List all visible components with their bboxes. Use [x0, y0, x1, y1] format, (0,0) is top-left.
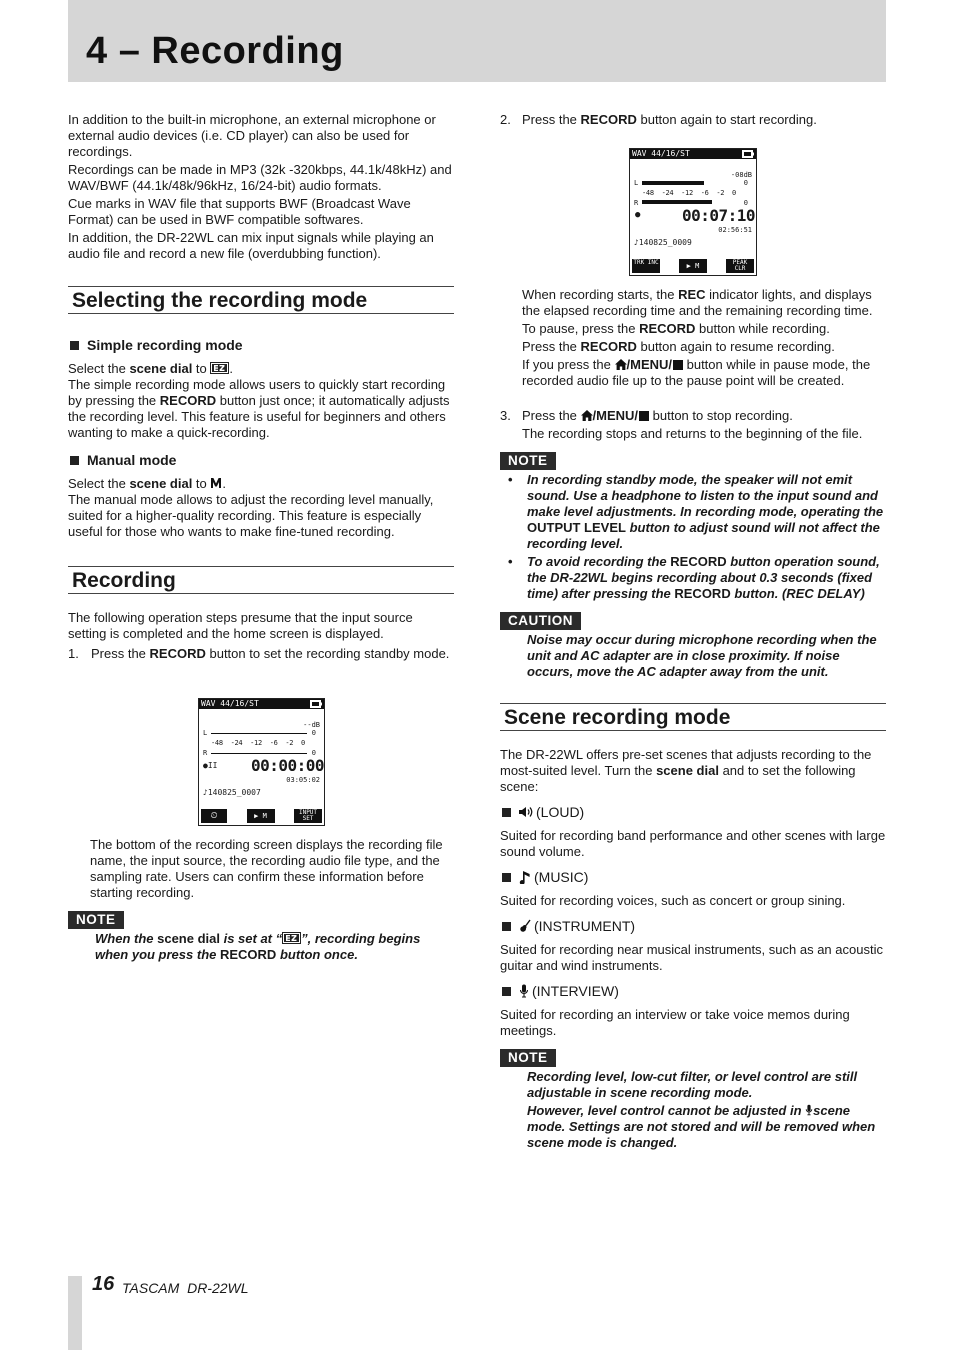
- note-badge: NOTE: [500, 452, 556, 470]
- square-bullet-icon: [502, 808, 511, 817]
- music-note-icon: [519, 870, 531, 884]
- subheading-manual: [70, 452, 176, 468]
- square-bullet-icon: [70, 341, 79, 350]
- page-band: [68, 1276, 82, 1350]
- section-heading-recording: Recording: [68, 566, 454, 594]
- scene-intro: The DR-22WL offers pre-set scenes that adjusts recording to the most-suited level. Turn the scene dial and to set the following scene:: [500, 747, 872, 794]
- lcd-recording-screen: [629, 148, 757, 276]
- intro-paragraph: Recordings can be made in MP3 (32k -320kbps, 44.1k/48kHz) and WAV/BWF (44.1k/48k/96kHz, 16/24-bit) audio formats.: [68, 162, 452, 193]
- meter-l: [211, 733, 307, 734]
- note-badge: NOTE: [500, 1049, 556, 1067]
- scene-desc: Suited for recording band performance and other scenes with large sound volume.: [500, 828, 886, 859]
- channel-l: L: [634, 179, 639, 187]
- level-db: --dB: [303, 721, 320, 729]
- scene-item-loud: [502, 804, 584, 820]
- lcd-footer: [201, 809, 322, 823]
- manual-mode-text: Select the scene dial to . The manual mode allows to adjust the recording level manually, suited for a higher-quality recording. This feature is especially useful for those who wants to make fine-tuned recording.: [68, 476, 454, 540]
- caution-text: [527, 632, 886, 680]
- manual-mode-icon: [210, 477, 222, 489]
- step-number: 3.: [500, 408, 511, 423]
- product-name: TASCAM DR-22WL: [122, 1280, 249, 1296]
- step-1: 1. Press the RECORD button to set the recording standby mode.: [68, 646, 450, 661]
- scene-label: (MUSIC): [534, 869, 589, 885]
- microphone-icon: [519, 984, 529, 998]
- chapter-title: 4 – Recording: [86, 30, 344, 72]
- step-number: 1.: [68, 646, 79, 661]
- home-icon: [581, 410, 593, 421]
- home-icon: [615, 359, 627, 370]
- lcd-footer: [632, 259, 754, 273]
- scene-item-instrument: [502, 918, 635, 934]
- note-list: • In recording standby mode, the speaker will not emit sound. Use a headphone to listen to the input sound and make level adjustments. In recording mode, operating the OUTPUT LEVEL button to adjust sound will not affect the recording level. • To avoid recording the RECORD button operation sound, the DR-22WL begins recording about 0.3 seconds (fixed time) after pressing the RECORD button. (REC DELAY): [508, 472, 884, 601]
- ez-mode-icon: [282, 932, 301, 944]
- scene-desc: Suited for recording voices, such as concert or group sining.: [500, 893, 846, 908]
- section-heading-selecting: Selecting the recording mode: [68, 286, 454, 314]
- caution-badge: CAUTION: [500, 612, 581, 630]
- bullet-icon: •: [508, 472, 513, 487]
- recording-explanation: When recording starts, the REC indicator lights, and displays the elapsed recording time and the remaining recording time. To pause, press the RECORD button while recording. Press the RECORD button again to resume recording. If you press the /MENU/ button while in pause mode, the recorded audio file up to the pause point will be created.: [522, 287, 873, 388]
- intro-paragraph: In addition, the DR-22WL can mix input signals while playing an audio file and record a new file (overdubbing function).: [68, 230, 434, 261]
- scene-note-line: Recording level, low-cut filter, or level control are still adjustable in scene recording mode.: [527, 1069, 858, 1100]
- microphone-icon: [805, 1104, 813, 1116]
- lcd-header: WAV 44/16/ST: [630, 149, 756, 159]
- caution-body: Noise may occur during microphone recording when the unit and AC adapter are in close proximity. If noise occurs, move the AC adapter away from the unit.: [527, 632, 877, 679]
- ez-mode-icon: [210, 362, 229, 374]
- timer-icon: ⏲: [201, 809, 227, 823]
- screen-description: [90, 837, 454, 901]
- square-bullet-icon: [502, 987, 511, 996]
- meter-scale: -48 -24 -12 -6 -2 0: [211, 739, 305, 747]
- note-text: When the scene dial is set at “ ”, recording begins when you press the RECORD button once.: [95, 931, 421, 962]
- square-bullet-icon: [70, 456, 79, 465]
- lcd-header: WAV 44/16/ST: [199, 699, 324, 709]
- battery-icon: [742, 150, 754, 158]
- elapsed-time: 00:07:10: [682, 206, 756, 225]
- guitar-icon: [519, 919, 531, 933]
- battery-icon: [310, 700, 322, 708]
- peak-r: 0: [743, 199, 748, 207]
- subheading-text: Simple recording mode: [87, 337, 243, 353]
- scene-label: (INTERVIEW): [532, 983, 619, 999]
- screen-description-text: The bottom of the recording screen displays the recording file name, the input source, the recording audio file type, and the sampling rate. Users can confirm these information before starting recording.: [90, 837, 443, 900]
- intro-paragraph: Cue marks in WAV file that supports BWF (Broadcast Wave Format) can be used in BWF compatible softwares.: [68, 196, 411, 227]
- subheading-text: Manual mode: [87, 452, 177, 468]
- meter-r: [211, 753, 307, 754]
- channel-r: R: [203, 749, 208, 757]
- meter-l: [642, 181, 704, 185]
- peak-l: 0: [311, 729, 316, 737]
- simple-mode-text: Select the scene dial to . The simple recording mode allows users to quickly start recording by pressing the RECORD button just once; it automatically adjusts the recording level. This feature is useful for beginners and others wanting to make a quick-recording.: [68, 361, 450, 440]
- stop-icon: [672, 360, 683, 370]
- input-source-indicator: ▶ M: [679, 259, 707, 273]
- elapsed-time: 00:00:00: [251, 756, 325, 775]
- level-db: -08dB: [730, 171, 752, 179]
- channel-r: R: [634, 199, 639, 207]
- scene-label: (LOUD): [536, 804, 585, 820]
- peak-clear-button: PEAK CLR: [726, 259, 754, 273]
- scene-item-music: [502, 869, 588, 885]
- pause-status-icon: ●II: [203, 761, 218, 770]
- scene-desc: Suited for recording an interview or take voice memos during meetings.: [500, 1007, 850, 1038]
- peak-r: 0: [311, 749, 316, 757]
- intro-paragraph: In addition to the built-in microphone, an external microphone or external audio devices (i.e. CD player) can also be used for recordings.: [68, 112, 436, 159]
- input-set-button: INPUT SET: [294, 809, 322, 823]
- square-bullet-icon: [502, 873, 511, 882]
- remaining-time: 03:05:02: [286, 776, 320, 784]
- step-3: 3. Press the /MENU/ button to stop recording. The recording stops and returns to the beginning of the file.: [500, 408, 886, 442]
- square-bullet-icon: [502, 922, 511, 931]
- section-heading-scene: Scene recording mode: [500, 703, 886, 731]
- scene-item-interview: [502, 983, 619, 999]
- lcd-standby-screen: [198, 698, 325, 826]
- input-source-indicator: ▶ M: [247, 809, 275, 823]
- note-badge: NOTE: [68, 911, 124, 929]
- page-number: 16: [92, 1273, 115, 1295]
- meter-scale: -48 -24 -12 -6 -2 0: [642, 189, 736, 197]
- stop-icon: [638, 411, 649, 421]
- step-2: 2. Press the RECORD button again to start recording.: [500, 112, 817, 127]
- scene-label: (INSTRUMENT): [534, 918, 636, 934]
- recording-intro-text: The following operation steps presume that the input source setting is completed and the home screen is displayed.: [68, 610, 413, 641]
- file-name: ♪140825_0009: [634, 238, 692, 247]
- step-3-result: The recording stops and returns to the beginning of the file.: [522, 426, 863, 441]
- file-name: ♪140825_0007: [203, 788, 261, 797]
- track-increment-button: TRK INC: [632, 259, 660, 273]
- step-number: 2.: [500, 112, 511, 127]
- loud-icon: [519, 806, 533, 818]
- scene-note-text: Recording level, low-cut filter, or level control are still adjustable in scene recording mode. However, level control cannot be adjusted in scene mode. Settings are not stored and will be removed when scene mode is changed.: [527, 1069, 886, 1151]
- scene-desc: Suited for recording near musical instruments, such as an acoustic guitar and wind instruments.: [500, 942, 883, 973]
- channel-l: L: [203, 729, 208, 737]
- record-status-icon: ●: [635, 210, 641, 220]
- recording-intro: [68, 610, 454, 642]
- intro-text: [68, 112, 454, 262]
- remaining-time: 02:56:51: [718, 226, 752, 234]
- bullet-icon: •: [508, 554, 513, 569]
- subheading-simple: [70, 337, 243, 353]
- manual-mode-body: The manual mode allows to adjust the recording level manually, suited for a higher-quality recording. This feature is especially useful for those who wants to make fine-tuned recording.: [68, 492, 434, 539]
- peak-l: 0: [743, 179, 748, 187]
- meter-r: [642, 200, 712, 204]
